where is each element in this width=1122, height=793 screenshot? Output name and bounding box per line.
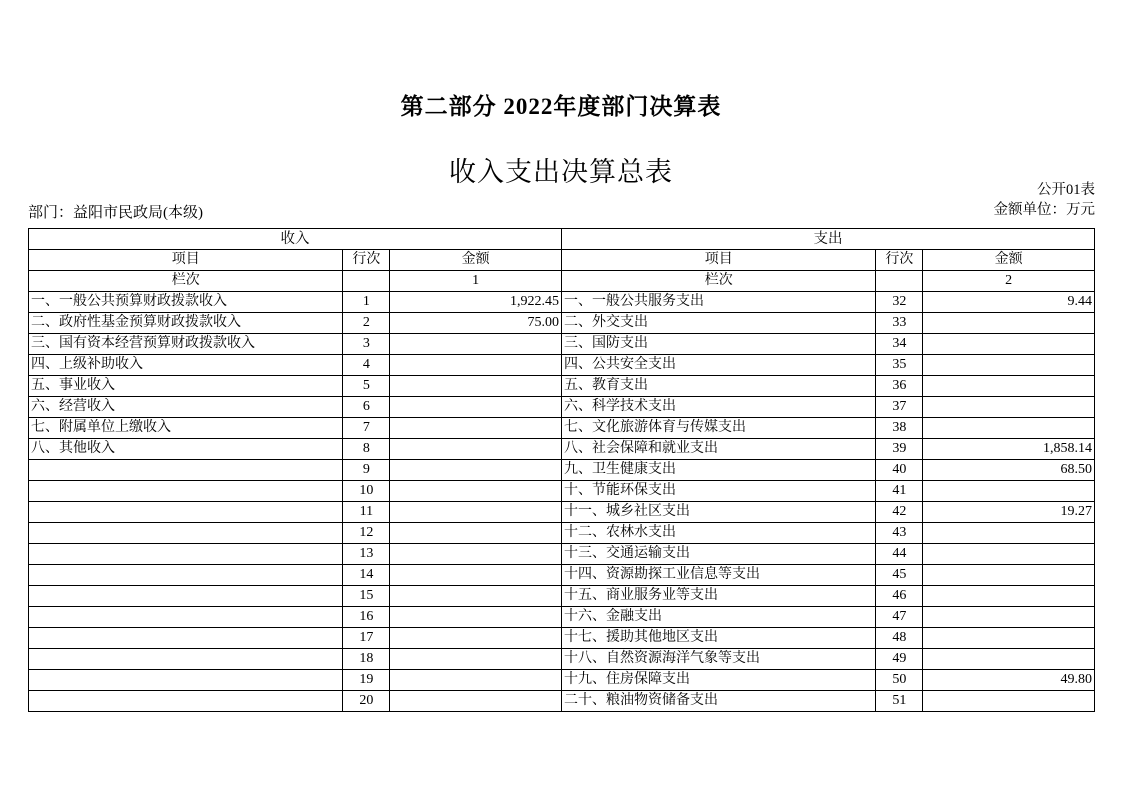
expense-rowno-cell: 36 — [876, 376, 923, 397]
income-rowno-cell: 17 — [343, 628, 390, 649]
income-amount-col-header: 金额 — [390, 250, 562, 271]
expense-item-cell: 十八、自然资源海洋气象等支出 — [561, 649, 875, 670]
table-row — [29, 397, 1095, 418]
expense-rowno-cell: 40 — [876, 460, 923, 481]
table-row — [29, 418, 1095, 439]
table-code: 公开01表 — [1037, 182, 1095, 198]
expense-rowno-cell: 48 — [876, 628, 923, 649]
expense-rowno-cell: 35 — [876, 355, 923, 376]
income-amount-cell — [390, 523, 562, 544]
table-row — [29, 670, 1095, 691]
table-row — [29, 586, 1095, 607]
income-item-cell — [29, 565, 343, 586]
expense-amount-cell — [923, 355, 1095, 376]
income-amount-cell — [390, 502, 562, 523]
table-body — [29, 292, 1095, 712]
table-row — [29, 376, 1095, 397]
expense-rowno-cell: 51 — [876, 691, 923, 712]
department-line: 部门：益阳市民政局(本级) — [28, 205, 203, 221]
expense-item-cell: 十九、住房保障支出 — [561, 670, 875, 691]
expense-item-cell: 五、教育支出 — [561, 376, 875, 397]
income-rowno-cell: 3 — [343, 334, 390, 355]
income-item-cell — [29, 649, 343, 670]
income-rowno-cell: 9 — [343, 460, 390, 481]
income-amount-cell — [390, 544, 562, 565]
expense-amount-cell — [923, 523, 1095, 544]
expense-amount-cell — [923, 376, 1095, 397]
budget-table — [28, 228, 1095, 712]
expense-index-label: 栏次 — [561, 271, 875, 292]
table-row — [29, 523, 1095, 544]
income-index-blank — [343, 271, 390, 292]
income-amount-cell — [390, 460, 562, 481]
expense-col-index: 2 — [923, 271, 1095, 292]
income-section-header: 收入 — [29, 229, 562, 250]
expense-item-cell: 二十、粮油物资储备支出 — [561, 691, 875, 712]
expense-rowno-cell: 34 — [876, 334, 923, 355]
expense-amount-cell: 9.44 — [923, 292, 1095, 313]
income-item-cell — [29, 544, 343, 565]
expense-amount-cell — [923, 691, 1095, 712]
expense-rowno-cell: 37 — [876, 397, 923, 418]
table-row — [29, 502, 1095, 523]
expense-item-cell: 十五、商业服务业等支出 — [561, 586, 875, 607]
income-amount-cell — [390, 439, 562, 460]
expense-amount-cell — [923, 607, 1095, 628]
expense-amount-cell — [923, 334, 1095, 355]
expense-item-cell: 八、社会保障和就业支出 — [561, 439, 875, 460]
expense-amount-cell — [923, 586, 1095, 607]
expense-item-cell: 二、外交支出 — [561, 313, 875, 334]
expense-rowno-col-header: 行次 — [876, 250, 923, 271]
income-rowno-cell: 10 — [343, 481, 390, 502]
income-amount-cell: 75.00 — [390, 313, 562, 334]
table-meta — [994, 180, 1096, 220]
table-title: 收入支出决算总表 — [449, 157, 673, 187]
expense-item-col-header: 项目 — [561, 250, 875, 271]
expense-item-cell: 一、一般公共服务支出 — [561, 292, 875, 313]
income-amount-cell: 1,922.45 — [390, 292, 562, 313]
expense-item-cell: 十一、城乡社区支出 — [561, 502, 875, 523]
section-header-row — [29, 229, 1095, 250]
expense-item-cell: 十七、援助其他地区支出 — [561, 628, 875, 649]
income-item-cell — [29, 502, 343, 523]
expense-rowno-cell: 38 — [876, 418, 923, 439]
income-amount-cell — [390, 586, 562, 607]
expense-item-cell: 六、科学技术支出 — [561, 397, 875, 418]
income-rowno-cell: 2 — [343, 313, 390, 334]
income-rowno-cell: 1 — [343, 292, 390, 313]
expense-amount-cell — [923, 649, 1095, 670]
table-row — [29, 355, 1095, 376]
income-item-cell — [29, 481, 343, 502]
expense-rowno-cell: 32 — [876, 292, 923, 313]
income-rowno-cell: 20 — [343, 691, 390, 712]
expense-item-cell: 七、文化旅游体育与传媒支出 — [561, 418, 875, 439]
expense-rowno-cell: 50 — [876, 670, 923, 691]
income-item-cell: 八、其他收入 — [29, 439, 343, 460]
expense-amount-cell: 19.27 — [923, 502, 1095, 523]
income-rowno-col-header: 行次 — [343, 250, 390, 271]
column-index-row — [29, 271, 1095, 292]
table-row — [29, 481, 1095, 502]
expense-amount-cell: 68.50 — [923, 460, 1095, 481]
income-rowno-cell: 16 — [343, 607, 390, 628]
expense-amount-cell: 1,858.14 — [923, 439, 1095, 460]
income-rowno-cell: 11 — [343, 502, 390, 523]
table-row — [29, 607, 1095, 628]
income-item-cell: 三、国有资本经营预算财政拨款收入 — [29, 334, 343, 355]
expense-amount-cell — [923, 313, 1095, 334]
expense-amount-col-header: 金额 — [923, 250, 1095, 271]
income-item-cell — [29, 670, 343, 691]
income-item-cell — [29, 607, 343, 628]
income-item-cell: 二、政府性基金预算财政拨款收入 — [29, 313, 343, 334]
income-rowno-cell: 12 — [343, 523, 390, 544]
income-item-cell: 一、一般公共预算财政拨款收入 — [29, 292, 343, 313]
income-item-cell — [29, 523, 343, 544]
income-col-index: 1 — [390, 271, 562, 292]
table-row — [29, 691, 1095, 712]
expense-item-cell: 四、公共安全支出 — [561, 355, 875, 376]
income-item-cell: 七、附属单位上缴收入 — [29, 418, 343, 439]
income-item-cell — [29, 691, 343, 712]
expense-amount-cell — [923, 544, 1095, 565]
expense-rowno-cell: 45 — [876, 565, 923, 586]
income-amount-cell — [390, 691, 562, 712]
income-rowno-cell: 6 — [343, 397, 390, 418]
expense-rowno-cell: 33 — [876, 313, 923, 334]
table-row — [29, 313, 1095, 334]
income-amount-cell — [390, 628, 562, 649]
expense-rowno-cell: 47 — [876, 607, 923, 628]
income-item-cell: 六、经营收入 — [29, 397, 343, 418]
expense-item-cell: 三、国防支出 — [561, 334, 875, 355]
income-rowno-cell: 14 — [343, 565, 390, 586]
table-row — [29, 649, 1095, 670]
income-amount-cell — [390, 481, 562, 502]
table-row — [29, 544, 1095, 565]
income-rowno-cell: 19 — [343, 670, 390, 691]
income-amount-cell — [390, 565, 562, 586]
expense-rowno-cell: 42 — [876, 502, 923, 523]
expense-item-cell: 十三、交通运输支出 — [561, 544, 875, 565]
income-item-cell — [29, 460, 343, 481]
table-row — [29, 565, 1095, 586]
income-amount-cell — [390, 355, 562, 376]
income-item-cell: 四、上级补助收入 — [29, 355, 343, 376]
income-amount-cell — [390, 418, 562, 439]
expense-section-header: 支出 — [561, 229, 1094, 250]
income-amount-cell — [390, 376, 562, 397]
income-amount-cell — [390, 397, 562, 418]
expense-amount-cell — [923, 397, 1095, 418]
expense-rowno-cell: 41 — [876, 481, 923, 502]
income-rowno-cell: 7 — [343, 418, 390, 439]
income-amount-cell — [390, 334, 562, 355]
table-row — [29, 628, 1095, 649]
expense-rowno-cell: 43 — [876, 523, 923, 544]
expense-item-cell: 十六、金融支出 — [561, 607, 875, 628]
part-title: 第二部分 2022年度部门决算表 — [400, 94, 722, 119]
income-index-label: 栏次 — [29, 271, 343, 292]
expense-item-cell: 十四、资源勘探工业信息等支出 — [561, 565, 875, 586]
expense-rowno-cell: 44 — [876, 544, 923, 565]
income-item-cell: 五、事业收入 — [29, 376, 343, 397]
expense-item-cell: 十、节能环保支出 — [561, 481, 875, 502]
column-header-row — [29, 250, 1095, 271]
income-item-cell — [29, 628, 343, 649]
income-amount-cell — [390, 670, 562, 691]
income-rowno-cell: 5 — [343, 376, 390, 397]
expense-amount-cell — [923, 418, 1095, 439]
expense-rowno-cell: 49 — [876, 649, 923, 670]
income-amount-cell — [390, 649, 562, 670]
expense-amount-cell — [923, 481, 1095, 502]
income-rowno-cell: 15 — [343, 586, 390, 607]
table-row — [29, 292, 1095, 313]
income-item-cell — [29, 586, 343, 607]
table-row — [29, 439, 1095, 460]
expense-amount-cell — [923, 565, 1095, 586]
income-rowno-cell: 18 — [343, 649, 390, 670]
table-row — [29, 460, 1095, 481]
expense-item-cell: 十二、农林水支出 — [561, 523, 875, 544]
expense-item-cell: 九、卫生健康支出 — [561, 460, 875, 481]
expense-index-blank — [876, 271, 923, 292]
expense-rowno-cell: 46 — [876, 586, 923, 607]
income-rowno-cell: 4 — [343, 355, 390, 376]
income-rowno-cell: 13 — [343, 544, 390, 565]
income-rowno-cell: 8 — [343, 439, 390, 460]
table-row — [29, 334, 1095, 355]
income-item-col-header: 项目 — [29, 250, 343, 271]
income-amount-cell — [390, 607, 562, 628]
expense-amount-cell — [923, 628, 1095, 649]
expense-rowno-cell: 39 — [876, 439, 923, 460]
expense-amount-cell: 49.80 — [923, 670, 1095, 691]
unit-note: 金额单位：万元 — [993, 202, 1095, 218]
